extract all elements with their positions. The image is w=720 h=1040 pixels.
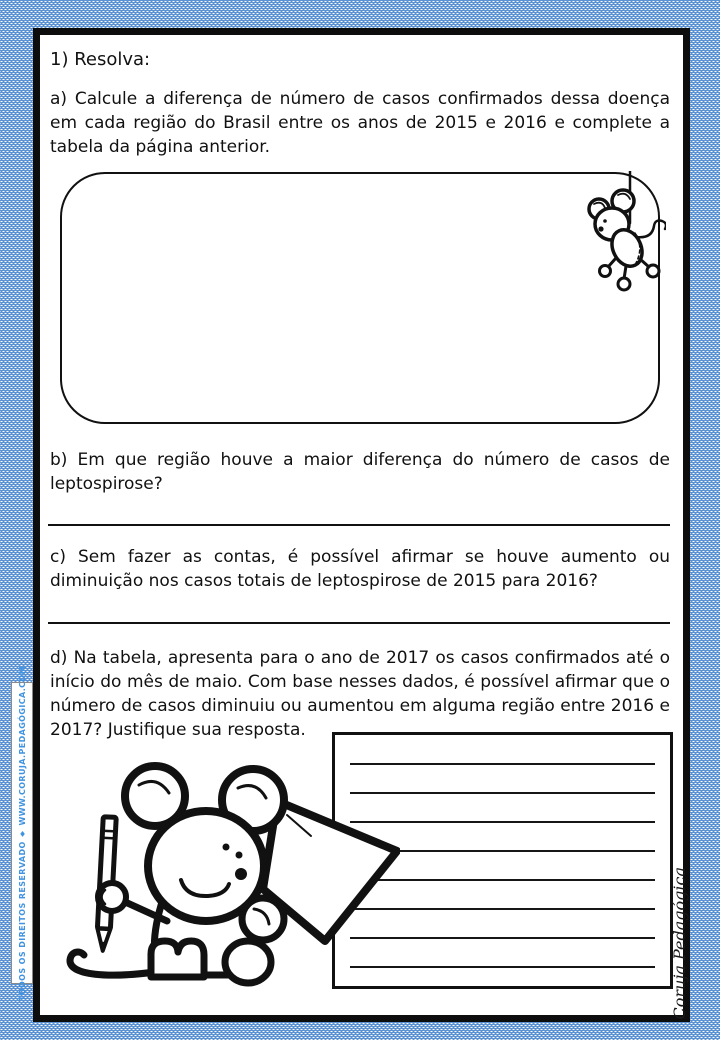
page-title: 1) Resolva: [50, 49, 151, 70]
worksheet-page [33, 28, 690, 1022]
answer-line-b[interactable] [48, 524, 670, 526]
copyright-text: TODOS OS DIREITOS RESERVADO ♦ WWW.CORUJA.PEDAGÓGICA.COM [17, 665, 27, 1001]
worksheet-content [40, 35, 689, 1020]
question-b: b) Em que região houve a maior diferença do número de casos de leptospirose? [50, 450, 670, 494]
question-d: d) Na tabela, apresenta para o ano de 2017 os casos confirmados até o início do mês de maio. Com base nesses dados, é possível afirmar que o número de casos diminuiu ou aumentou em alguma região entre 2016 e 2017? Justifique sua resposta. [50, 648, 670, 740]
answer-line-c[interactable] [48, 622, 670, 624]
hanging-mouse-illustration [574, 171, 666, 301]
answer-box-a[interactable] [60, 172, 660, 424]
brand-credit [666, 863, 692, 1023]
mouse-with-pencil-illustration [55, 738, 400, 990]
brand-credit-text: Coruja Pedagógica [669, 866, 689, 1020]
copyright-strip [11, 665, 33, 1001]
question-c: c) Sem fazer as contas, é possível afirmar se houve aumento ou diminuição nos casos totais de leptospirose de 2015 para 2016? [50, 547, 670, 591]
question-a: a) Calcule a diferença de número de casos confirmados dessa doença em cada região do Brasil entre os anos de 2015 e 2016 e complete a tabela da página anterior. [50, 89, 670, 157]
